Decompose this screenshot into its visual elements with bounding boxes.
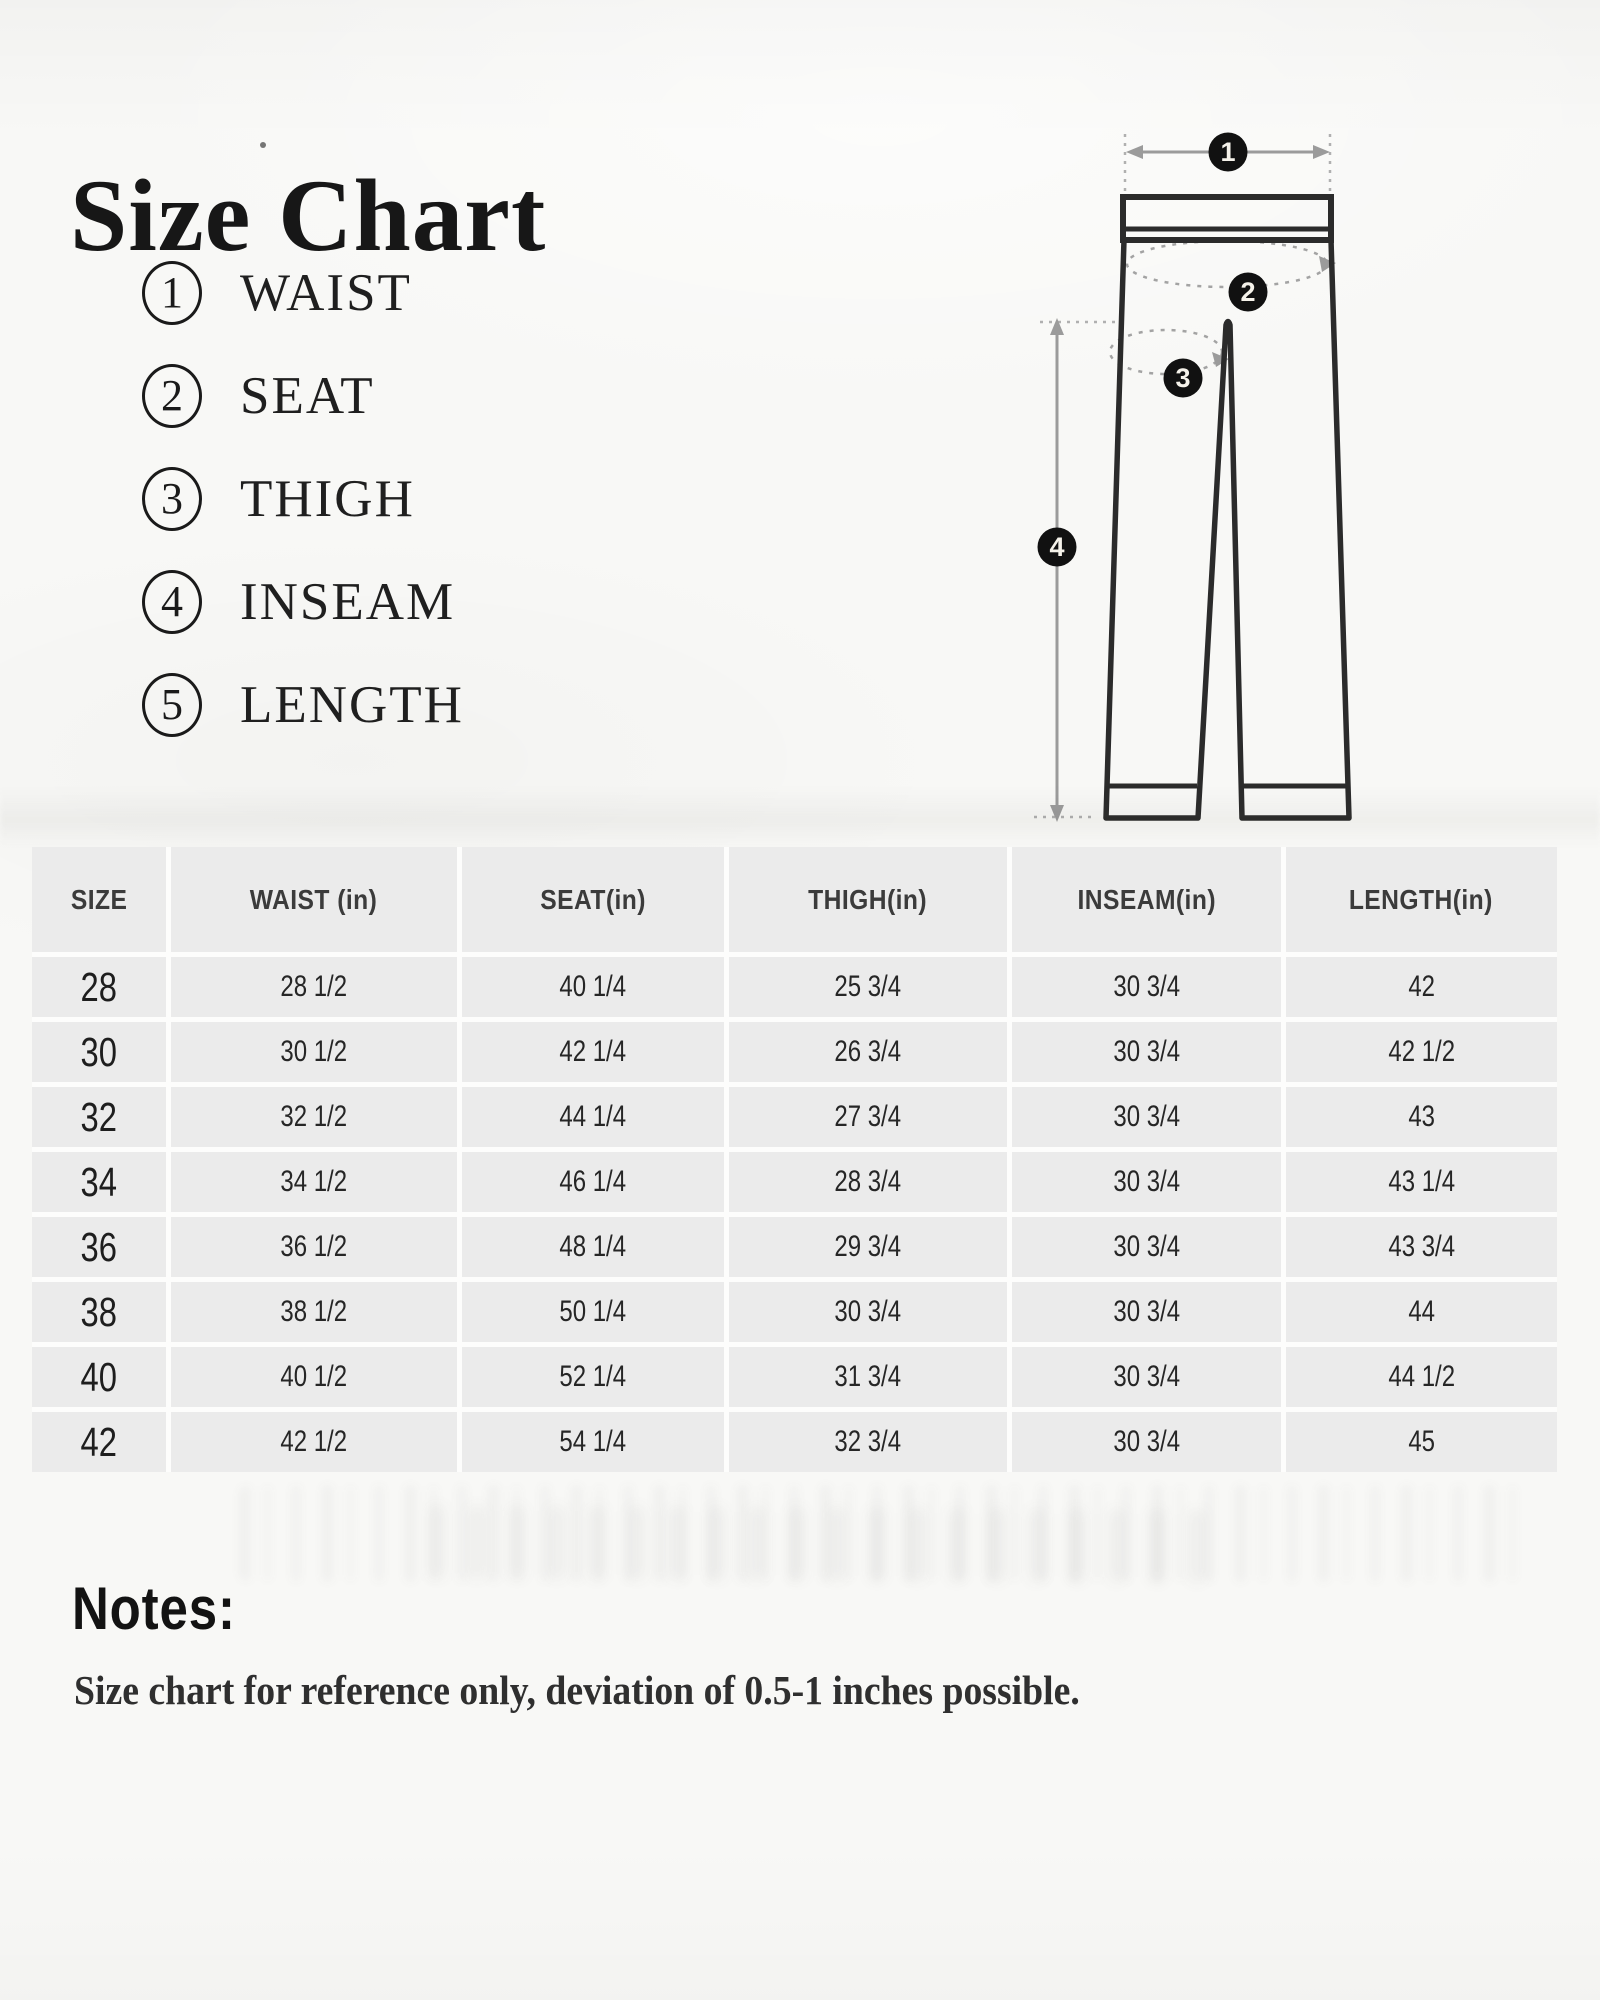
- size-cell: 40: [32, 1347, 166, 1407]
- value-cell: 27 3/4: [729, 1087, 1007, 1147]
- value-cell: 38 1/2: [171, 1282, 457, 1342]
- value-cell: 36 1/2: [171, 1217, 457, 1277]
- value-cell: 28 1/2: [171, 957, 457, 1017]
- size-cell: 34: [32, 1152, 166, 1212]
- value-cell: 46 1/4: [462, 1152, 724, 1212]
- value-cell: 32 3/4: [729, 1412, 1007, 1472]
- measurement-legend: [142, 260, 464, 775]
- value-cell: 30 3/4: [1012, 1347, 1281, 1407]
- value-cell: 30 3/4: [1012, 1412, 1281, 1472]
- print-ghosting-artifact-2: [430, 1506, 1210, 1582]
- value-cell: 44 1/4: [462, 1087, 724, 1147]
- legend-item-thigh: [142, 466, 464, 532]
- pants-measurement-diagram: [1020, 112, 1420, 832]
- soft-shadow-band: [0, 786, 1600, 848]
- waistband-outline: [1123, 197, 1331, 240]
- size-cell: 36: [32, 1217, 166, 1277]
- waist-arrowhead-right-icon: [1313, 145, 1330, 159]
- header-cell-waist-in: WAIST (in): [171, 847, 457, 952]
- size-cell: 28: [32, 957, 166, 1017]
- value-cell: 25 3/4: [729, 957, 1007, 1017]
- legend-item-inseam: [142, 569, 464, 635]
- header-cell-thigh-in: THIGH(in): [729, 847, 1007, 952]
- legend-label-seat: SEAT: [240, 367, 375, 425]
- legend-label-inseam: INSEAM: [240, 573, 456, 631]
- size-cell: 42: [32, 1412, 166, 1472]
- inseam-arrowhead-top-icon: [1050, 318, 1064, 335]
- legend-label-thigh: THIGH: [240, 470, 415, 528]
- pants-legs-outline: [1106, 240, 1349, 818]
- legend-item-seat: [142, 363, 464, 429]
- ink-speck: [260, 142, 266, 148]
- value-cell: 44 1/2: [1286, 1347, 1557, 1407]
- marker-2-number: 2: [1240, 277, 1256, 307]
- value-cell: 42: [1286, 957, 1557, 1017]
- value-cell: 30 3/4: [1012, 957, 1281, 1017]
- legend-item-waist: [142, 260, 464, 326]
- circled-number-2: 2: [142, 364, 202, 428]
- circled-number-3: 3: [142, 467, 202, 531]
- header-cell-size: SIZE: [32, 847, 166, 952]
- value-cell: 50 1/4: [462, 1282, 724, 1342]
- circled-number-4: 4: [142, 570, 202, 634]
- value-cell: 44: [1286, 1282, 1557, 1342]
- value-cell: 28 3/4: [729, 1152, 1007, 1212]
- header-cell-length-in: LENGTH(in): [1286, 847, 1557, 952]
- waist-arrowhead-left-icon: [1126, 145, 1143, 159]
- size-cell: 38: [32, 1282, 166, 1342]
- value-cell: 29 3/4: [729, 1217, 1007, 1277]
- notes-heading: Notes:: [72, 1575, 236, 1642]
- value-cell: 30 3/4: [1012, 1152, 1281, 1212]
- size-cell: 30: [32, 1022, 166, 1082]
- value-cell: 48 1/4: [462, 1217, 724, 1277]
- marker-3-number: 3: [1175, 363, 1191, 393]
- legend-label-length: LENGTH: [240, 676, 464, 734]
- value-cell: 31 3/4: [729, 1347, 1007, 1407]
- value-cell: 40 1/4: [462, 957, 724, 1017]
- value-cell: 42 1/2: [1286, 1022, 1557, 1082]
- header-cell-inseam-in: INSEAM(in): [1012, 847, 1281, 952]
- header-cell-seat-in: SEAT(in): [462, 847, 724, 952]
- seat-measure-ellipse: [1127, 241, 1327, 287]
- value-cell: 42 1/2: [171, 1412, 457, 1472]
- value-cell: 42 1/4: [462, 1022, 724, 1082]
- thigh-measure-ellipse: [1110, 330, 1222, 374]
- legend-item-length: [142, 672, 464, 738]
- value-cell: 30 3/4: [729, 1282, 1007, 1342]
- value-cell: 30 1/2: [171, 1022, 457, 1082]
- value-cell: 45: [1286, 1412, 1557, 1472]
- circled-number-1: 1: [142, 261, 202, 325]
- legend-label-waist: WAIST: [240, 264, 412, 322]
- value-cell: 43 1/4: [1286, 1152, 1557, 1212]
- value-cell: 32 1/2: [171, 1087, 457, 1147]
- value-cell: 34 1/2: [171, 1152, 457, 1212]
- value-cell: 30 3/4: [1012, 1087, 1281, 1147]
- value-cell: 54 1/4: [462, 1412, 724, 1472]
- value-cell: 30 3/4: [1012, 1282, 1281, 1342]
- size-cell: 32: [32, 1087, 166, 1147]
- value-cell: 30 3/4: [1012, 1217, 1281, 1277]
- value-cell: 30 3/4: [1012, 1022, 1281, 1082]
- value-cell: 40 1/2: [171, 1347, 457, 1407]
- value-cell: 26 3/4: [729, 1022, 1007, 1082]
- value-cell: 43: [1286, 1087, 1557, 1147]
- value-cell: 43 3/4: [1286, 1217, 1557, 1277]
- marker-1-number: 1: [1220, 137, 1236, 167]
- size-table: [32, 847, 1557, 1472]
- page-title: Size Chart: [70, 159, 547, 273]
- marker-4-number: 4: [1049, 532, 1065, 562]
- value-cell: 52 1/4: [462, 1347, 724, 1407]
- notes-text: Size chart for reference only, deviation of 0.5-1 inches possible.: [74, 1667, 1080, 1713]
- circled-number-5: 5: [142, 673, 202, 737]
